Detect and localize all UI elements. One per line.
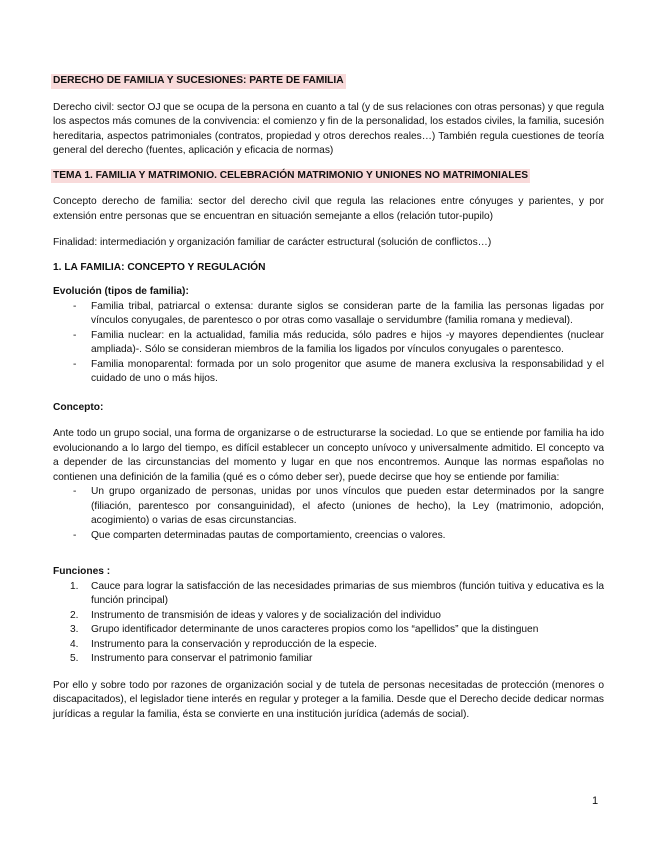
- evolucion-item-text: Familia tribal, patriarcal o extensa: durante siglos se consideran parte de la familia las personas ligadas por vínculos conyugales, de parentesco o por otras como vasallaje o servidumbre (familia romana y medieval).: [91, 300, 604, 326]
- concepto-paragraph: Ante todo un grupo social, una forma de organizarse o de estructurarse la sociedad. Lo que se entiende por familia ha ido evolucionando a lo largo del tiempo, es difícil establecer un concepto unívoco y universalmente admitido. El concepto va a depender de las circunstancias del momento y lugar en que nos encontremos. Aunque las normas españolas no contienen una definición de la familia (qué es o cómo deber ser), puede decirse que hoy se entiende por familia:: [53, 428, 604, 483]
- list-item: [53, 580, 604, 609]
- closing-paragraph: Por ello y sobre todo por razones de organización social y de tutela de personas necesitadas de protección (menores o discapacitados), el legislador tiene interés en regular y proteger a la familia. Desde que el Derecho decide dedicar normas jurídicas a regular la familia, ésta se convierte en una institución jurídica (además de social).: [53, 679, 604, 720]
- document-page: [53, 74, 604, 722]
- dash-bullet: -: [73, 329, 77, 341]
- dash-bullet: -: [73, 300, 77, 312]
- dash-bullet: -: [73, 358, 77, 370]
- list-item: [53, 529, 604, 544]
- tema-title: TEMA 1. FAMILIA Y MATRIMONIO. CELEBRACIÓN MATRIMONIO Y UNIONES NO MATRIMONIALES: [51, 169, 530, 184]
- funciones-item-text: Grupo identificador determinante de unos caracteres propios como los “apellidos” que la distinguen: [91, 624, 539, 635]
- funciones-item-text: Instrumento para conservar el patrimonio familiar: [91, 653, 313, 664]
- funciones-item-text: Instrumento para la conservación y reproducción de la especie.: [91, 638, 377, 650]
- list-number: 1.: [70, 580, 79, 592]
- concepto-heading: Concepto:: [53, 401, 104, 413]
- list-number: 5.: [70, 653, 79, 664]
- concepto-item-text: Un grupo organizado de personas, unidas por unos vínculos que pueden estar determinados por la sangre (filiación, parentesco por consanguinidad), el afecto (uniones de hecho), la Ley (matrimonio, adopción, acogimiento) o varias de esas circunstancias.: [91, 486, 604, 526]
- funciones-heading: Funciones :: [53, 566, 111, 577]
- evolucion-list: [53, 300, 604, 387]
- evolucion-item-text: Familia nuclear: en la actualidad, familia más reducida, sólo padres e hijos -y mayores dependientes (nuclear ampliada)-. Sólo se consideran miembros de la familia los ligados por vínculos conyugales o parentesco.: [91, 329, 604, 355]
- section-1-heading: 1. LA FAMILIA: CONCEPTO Y REGULACIÓN: [53, 261, 266, 273]
- document-title: DERECHO DE FAMILIA Y SUCESIONES: PARTE DE FAMILIA: [51, 74, 346, 89]
- dash-bullet: -: [73, 486, 77, 497]
- list-number: 4.: [70, 638, 79, 650]
- page-number: 1: [592, 795, 599, 807]
- list-item: [53, 652, 604, 667]
- funciones-list: [53, 580, 604, 667]
- dash-bullet: -: [73, 529, 77, 541]
- intro-paragraph: Derecho civil: sector OJ que se ocupa de la persona en cuanto a tal (y de sus relaciones con otras personas) y que regula los aspectos más comunes de la convivencia: el comienzo y fin de la personalidad, los estados civiles, la familia, sucesión hereditaria, aspectos patrimoniales (contratos, propiedad y otros derechos reales…) También regula cuestiones de teoría general del derecho (fuentes, aplicación y eficacia de normas): [53, 101, 605, 156]
- list-item: [53, 623, 604, 638]
- list-item: [53, 358, 604, 387]
- list-item: [53, 638, 604, 653]
- funciones-item-text: Cauce para lograr la satisfacción de las necesidades primarias de sus miembros (función tuitiva y educativa es la función principal): [91, 580, 604, 606]
- concepto-item-text: Que comparten determinadas pautas de comportamiento, creencias o valores.: [91, 529, 446, 541]
- list-item: [53, 329, 604, 358]
- finalidad-paragraph: Finalidad: intermediación y organización familiar de carácter estructural (solución de conflictos…): [53, 237, 492, 248]
- funciones-item-text: Instrumento de transmisión de ideas y valores y de socialización del individuo: [91, 609, 441, 621]
- evolucion-item-text: Familia monoparental: formada por un solo progenitor que asume de manera exclusiva la responsabilidad y el cuidado de uno o más hijos.: [91, 358, 604, 384]
- list-number: 3.: [70, 624, 79, 635]
- concepto-derecho-paragraph: Concepto derecho de familia: sector del derecho civil que regula las relaciones entre cónyuges y parientes, y por extensión entre personas que se encuentran en situación semejante a ellos (relación tutor-pupilo): [53, 196, 604, 222]
- evolucion-heading: Evolución (tipos de familia):: [53, 286, 189, 297]
- list-item: [53, 485, 604, 529]
- list-item: [53, 300, 604, 329]
- list-item: [53, 609, 604, 624]
- concepto-list: [53, 485, 604, 543]
- list-number: 2.: [70, 609, 79, 621]
